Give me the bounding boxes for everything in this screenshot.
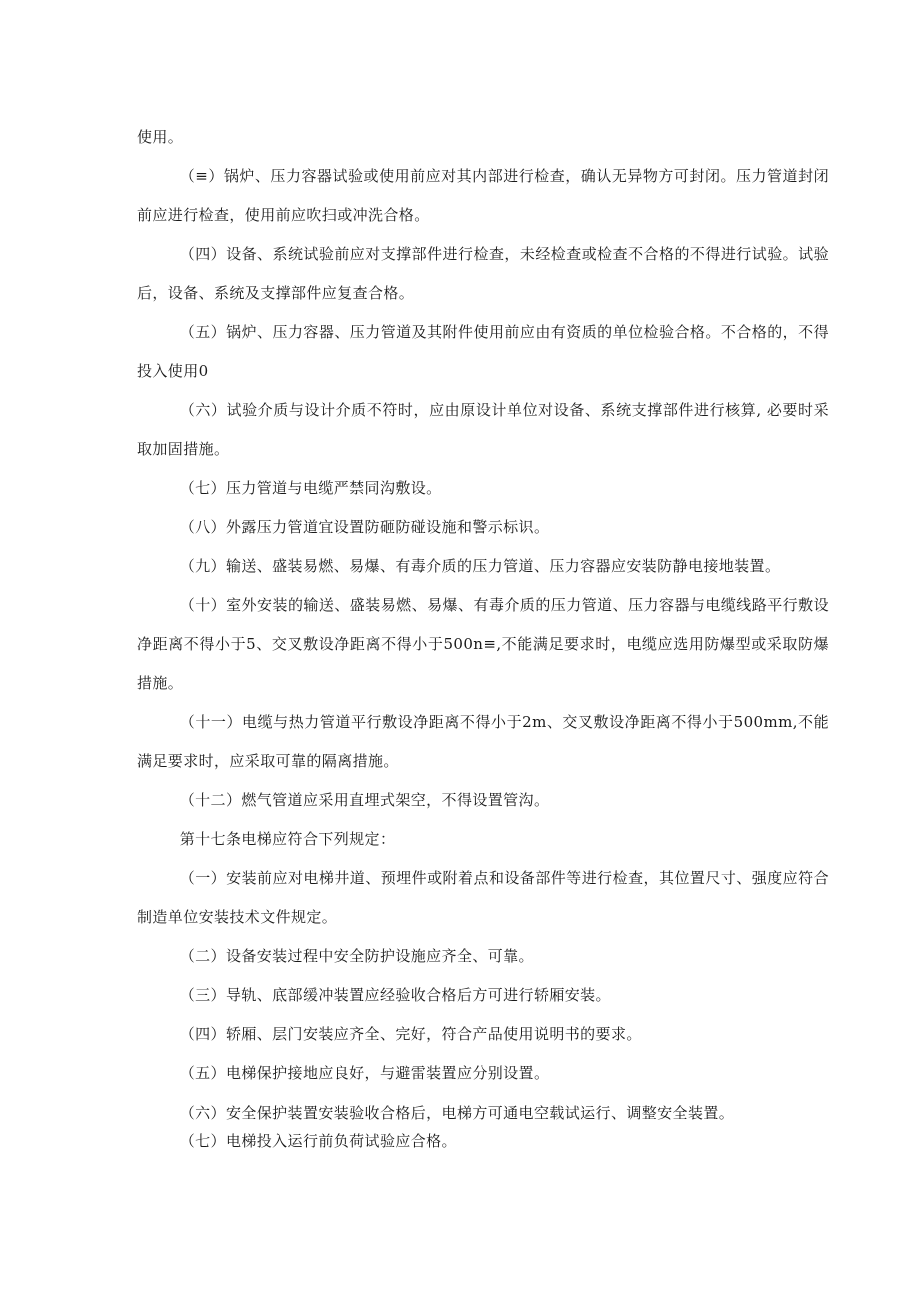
paragraph-item-10: （十）室外安装的输送、盛装易燃、易爆、有毒介质的压力管道、压力容器与电缆线路平行敷设净距离不得小于5、交叉敷设净距离不得小于500n≡,不能满足要求时，电缆应选用防爆型或采取防爆措施。 [137, 596, 829, 692]
paragraph-item-8: （八）外露压力管道宜设置防砸防碰设施和警示标识。 [179, 518, 550, 536]
elevator-item-4: （四）轿厢、层门安装应齐全、完好，符合产品使用说明书的要求。 [179, 1025, 642, 1043]
paragraph-item-3: （≡）锅炉、压力容器试验或使用前应对其内部进行检查，确认无异物方可封闭。压力管道封闭前应进行检查，使用前应吹扫或冲洗合格。 [137, 167, 829, 224]
paragraph-item-12: （十二）燃气管道应采用直埋式架空，不得设置管沟。 [179, 791, 550, 809]
paragraph-item-5: （五）锅炉、压力容器、压力管道及其附件使用前应由有资质的单位检验合格。不合格的，不得投入使用0 [137, 323, 829, 380]
paragraph-item-4: （四）设备、系统试验前应对支撑部件进行检查，未经检查或检查不合格的不得进行试验。试验后，设备、系统及支撑部件应复查合格。 [137, 245, 829, 302]
paragraph-item-7: （七）压力管道与电缆严禁同沟敷设。 [179, 479, 442, 497]
elevator-item-3: （三）导轨、底部缓冲装置应经验收合格后方可进行轿厢安装。 [179, 986, 611, 1004]
paragraph-item-6: （六）试验介质与设计介质不符时，应由原设计单位对设备、系统支撑部件进行核算, 必要时采取加固措施。 [137, 401, 829, 458]
elevator-item-1: （一）安装前应对电梯井道、预埋件或附着点和设备部件等进行检查，其位置尺寸、强度应符合制造单位安装技术文件规定。 [137, 869, 829, 926]
paragraph-item-11: （十一）电缆与热力管道平行敷设净距离不得小于2m、交叉敷设净距离不得小于500mm,不能满足要求时，应采取可靠的隔离措施。 [137, 713, 829, 770]
elevator-item-5: （五）电梯保护接地应良好，与避雷装置应分别设置。 [179, 1064, 550, 1082]
paragraph-item-9: （九）输送、盛装易燃、易爆、有毒介质的压力管道、压力容器应安装防静电接地装置。 [179, 557, 781, 575]
elevator-item-6: （六）安全保护装置安装验收合格后，电梯方可通电空载试运行、调整安全装置。 [179, 1104, 735, 1122]
elevator-item-7: （七）电梯投入运行前负荷试验应合格。 [179, 1132, 457, 1150]
document-body [137, 118, 829, 1155]
paragraph-continuation: 使用。 [137, 128, 184, 146]
elevator-item-2: （二）设备安装过程中安全防护设施应齐全、可靠。 [179, 947, 534, 965]
article-heading-17: 第十七条电梯应符合下列规定： [179, 830, 396, 848]
